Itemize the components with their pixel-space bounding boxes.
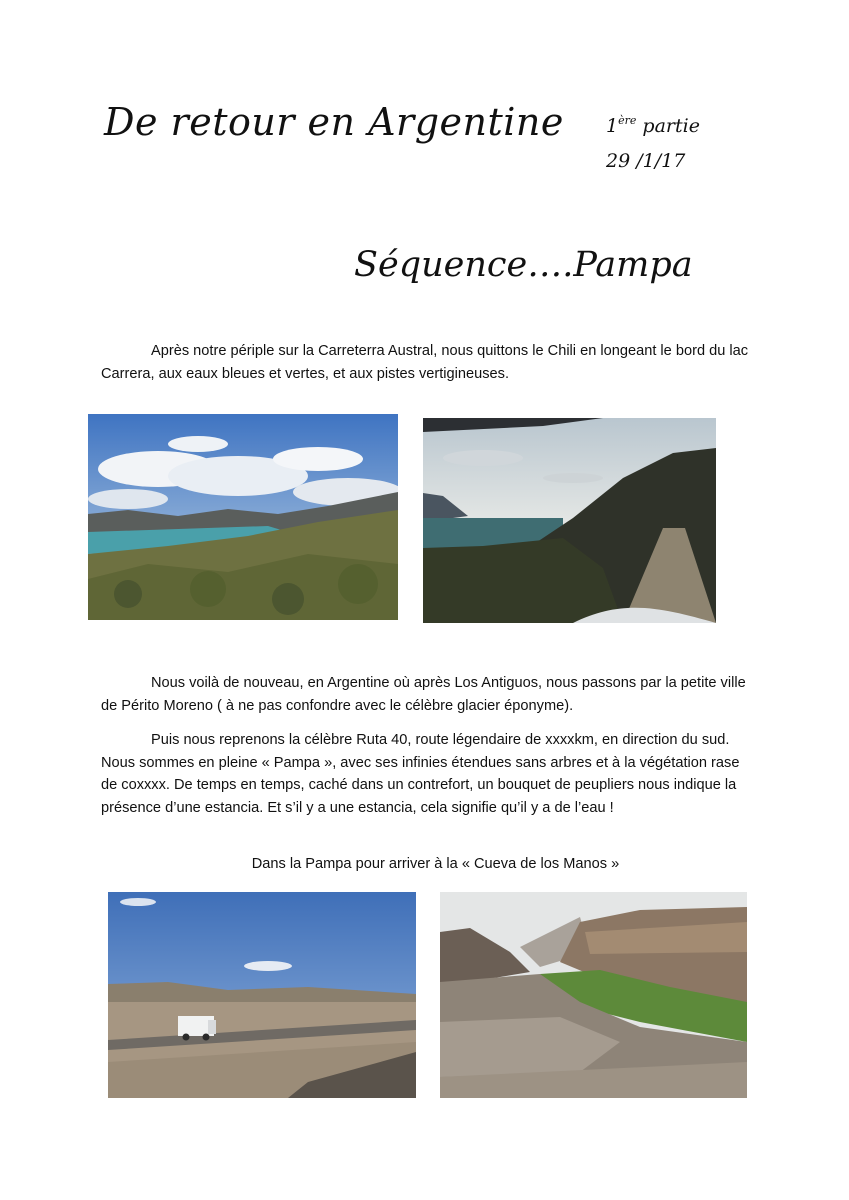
photo-canyon [440, 892, 747, 1098]
part-suffix: ère [618, 114, 637, 127]
part-number: 1 [606, 115, 619, 137]
photo-mountain-track [423, 418, 716, 623]
part-label [606, 114, 700, 137]
section-subtitle: Séquence….Pampa [354, 245, 693, 285]
document-title: De retour en Argentine [104, 100, 564, 144]
paragraph-argentina: Nous voilà de nouveau, en Argentine où après Los Antiguos, nous passons par la petite ville de Périto Moreno ( à ne pas confondre avec le célèbre glacier éponyme). [101, 675, 746, 714]
document-date: 29 /1/17 [606, 150, 686, 172]
photo-canyon-image [440, 892, 747, 1098]
photo-lake-carrera-image [88, 414, 398, 620]
paragraph-ruta-40: Puis nous reprenons la célèbre Ruta 40, route légendaire de xxxxkm, en direction du sud. Nous sommes en pleine « Pampa », avec ses infinies étendues sans arbres et à la végétation rase de coxxxx. De temps en temps, caché dans un contrefort, un bouquet de peupliers nous indique la présence d’une estancia. Et s’il y a une estancia, cela signifie qu’il y a de l’eau ! [101, 732, 740, 816]
part-word: partie [636, 115, 700, 137]
photo-mountain-track-image [423, 418, 716, 623]
photo-pampa-camper [108, 892, 416, 1098]
photo-caption: Dans la Pampa pour arriver à la « Cueva de los Manos » [251, 856, 620, 872]
paragraph-intro: Après notre périple sur la Carreterra Austral, nous quittons le Chili en longeant le bord du lac Carrera, aux eaux bleues et vertes, et aux pistes vertigineuses. [101, 343, 749, 382]
photo-pampa-camper-image [108, 892, 416, 1098]
photo-lake-carrera [88, 414, 398, 620]
